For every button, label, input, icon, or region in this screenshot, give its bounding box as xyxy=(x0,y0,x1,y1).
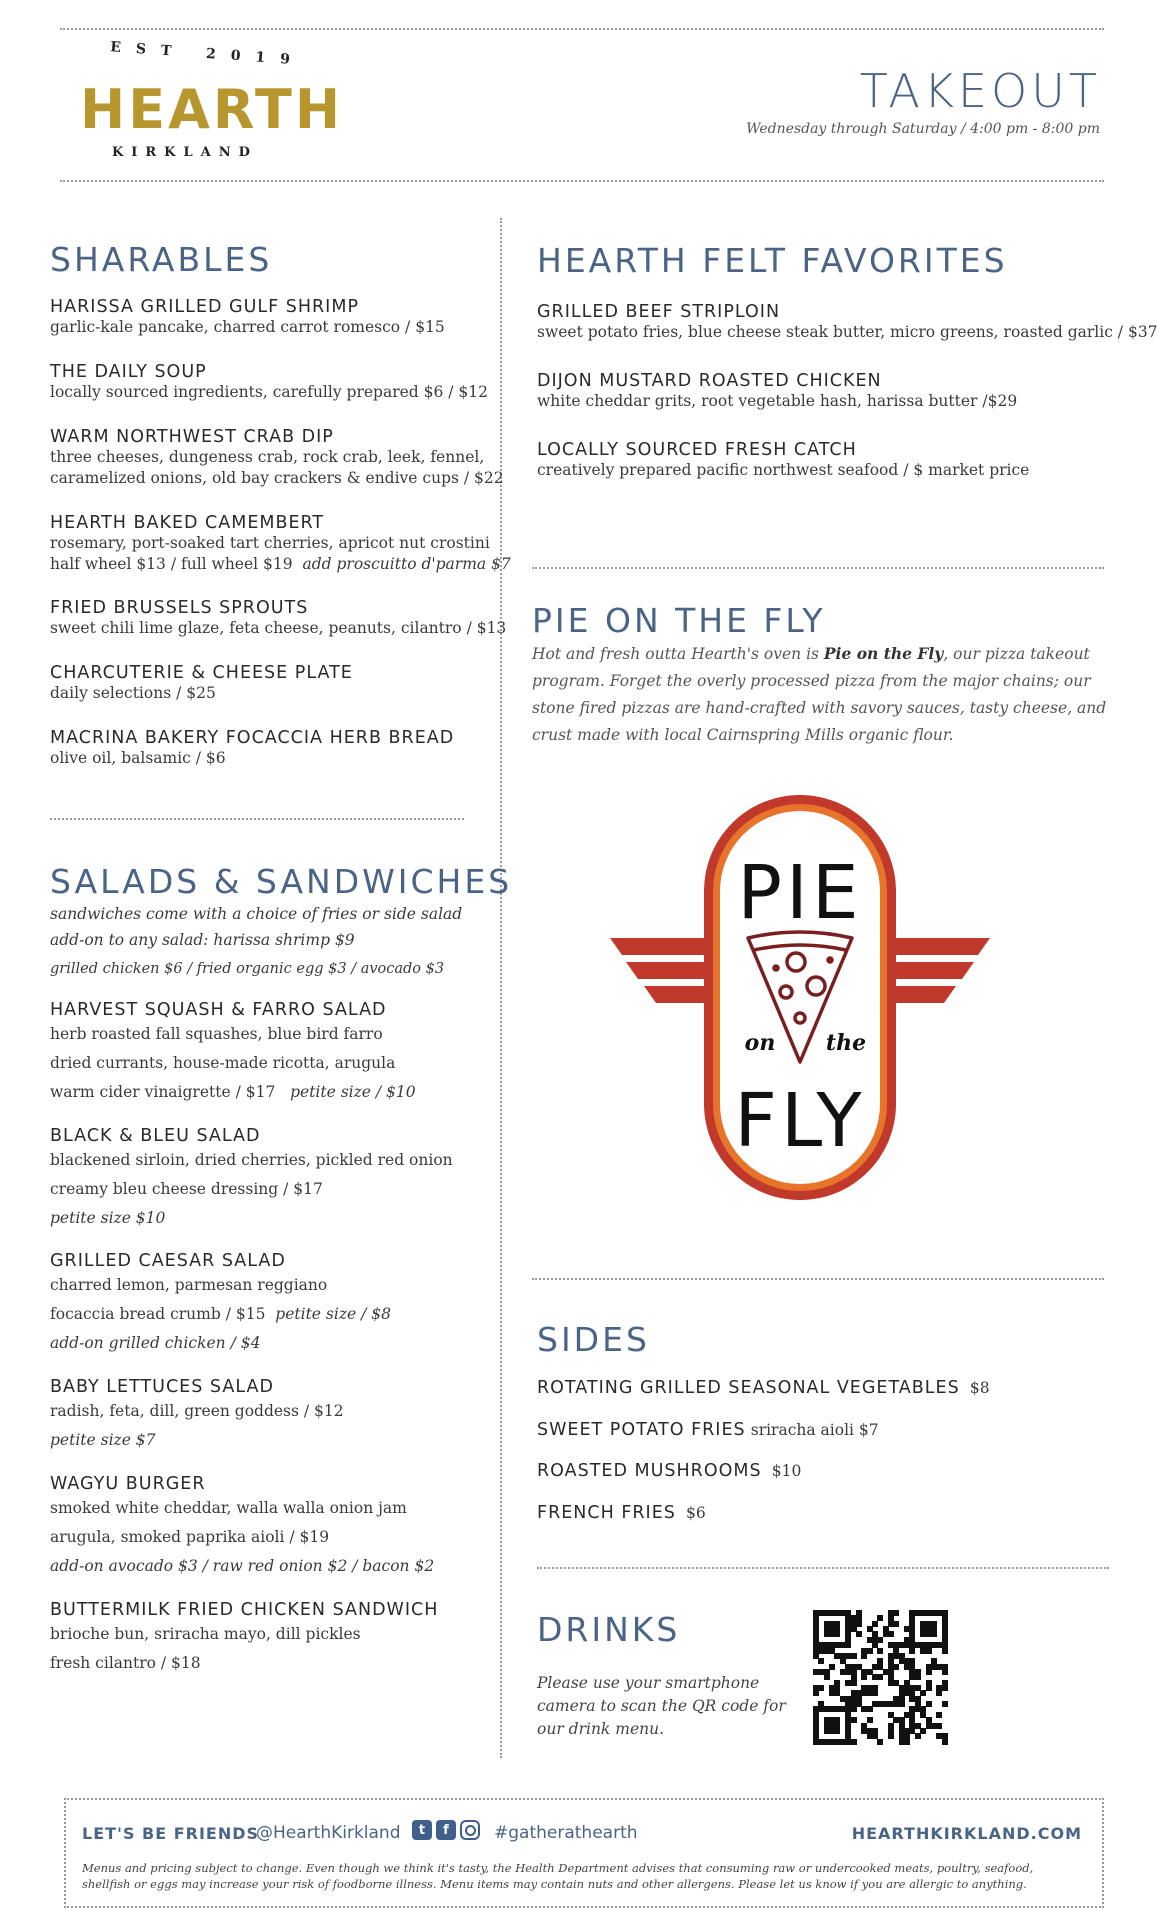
qr-module xyxy=(834,1728,840,1734)
qr-module xyxy=(942,1648,948,1654)
menu-item xyxy=(50,663,520,704)
pie-on-the-fly-logo xyxy=(600,790,1000,1205)
side-name: SWEET POTATO FRIES xyxy=(537,1420,746,1440)
menu-item xyxy=(537,371,1137,412)
menu-item xyxy=(50,1474,520,1581)
qr-module xyxy=(893,1610,899,1616)
qr-module xyxy=(834,1631,840,1637)
qr-module xyxy=(877,1637,883,1643)
menu-item xyxy=(537,302,1158,343)
qr-module xyxy=(845,1642,851,1648)
item-desc: white cheddar grits, root vegetable hash, harissa butter /$29 xyxy=(537,392,1018,410)
menu-item xyxy=(50,1000,520,1107)
twitter-icon[interactable]: t xyxy=(412,1820,432,1840)
qr-module xyxy=(920,1728,926,1734)
logo-the-word: the xyxy=(825,1030,867,1056)
item-name: BLACK & BLEU SALAD xyxy=(50,1126,261,1146)
qr-module xyxy=(851,1680,857,1686)
item-name: BABY LETTUCES SALAD xyxy=(50,1377,274,1397)
menu-item xyxy=(50,1251,520,1358)
item-name: DIJON MUSTARD ROASTED CHICKEN xyxy=(537,371,882,391)
item-desc: sweet chili lime glaze, feta cheese, peanuts, cilantro / $13 xyxy=(50,619,507,637)
menu-item xyxy=(50,513,520,575)
qr-module xyxy=(867,1706,873,1712)
menu-item xyxy=(537,440,1137,481)
menu-item xyxy=(50,1377,520,1455)
qr-module xyxy=(861,1674,867,1680)
qr-module xyxy=(909,1648,915,1654)
side-item xyxy=(537,1420,879,1440)
qr-module xyxy=(926,1701,932,1707)
qr-module xyxy=(861,1653,867,1659)
item-petite: petite size $10 xyxy=(50,1209,166,1227)
logo-est: EST 2019 xyxy=(109,39,306,69)
qr-module xyxy=(818,1658,824,1664)
qr-module xyxy=(851,1706,857,1712)
hashtag[interactable]: #gatherathearth xyxy=(494,1823,638,1843)
item-desc: rosemary, port-soaked tart cherries, apricot nut crostini xyxy=(50,534,490,552)
item-desc: dried currants, house-made ricotta, arugula xyxy=(50,1054,396,1072)
qr-module xyxy=(851,1653,857,1659)
salads-note: grilled chicken $6 / fried organic egg $3 / avocado $3 xyxy=(50,961,445,977)
menu-item xyxy=(50,297,520,338)
qr-module xyxy=(867,1717,873,1723)
qr-module xyxy=(915,1674,921,1680)
item-name: HARISSA GRILLED GULF SHRIMP xyxy=(50,297,359,317)
item-petite: petite size / $8 xyxy=(275,1305,391,1323)
qr-module xyxy=(824,1674,830,1680)
qr-module xyxy=(877,1615,883,1621)
menu-item xyxy=(50,1600,520,1678)
salads-note: sandwiches come with a choice of fries or side salad xyxy=(50,905,463,923)
side-item xyxy=(537,1503,706,1523)
qr-module xyxy=(915,1733,921,1739)
qr-module xyxy=(872,1690,878,1696)
left-wing-icon xyxy=(610,938,708,1003)
side-item xyxy=(537,1378,990,1398)
footer-friends: LET'S BE FRIENDS xyxy=(82,1824,260,1843)
qr-module xyxy=(926,1685,932,1691)
item-name: BUTTERMILK FRIED CHICKEN SANDWICH xyxy=(50,1600,439,1620)
qr-module xyxy=(872,1621,878,1627)
qr-module xyxy=(936,1690,942,1696)
header-bottom-divider xyxy=(60,180,1104,182)
menu-item xyxy=(50,362,520,403)
item-name: LOCALLY SOURCED FRESH CATCH xyxy=(537,440,857,460)
hours-text: Wednesday through Saturday / 4:00 pm - 8:00 pm xyxy=(746,121,1100,137)
logo-fly-word: FLY xyxy=(734,1078,866,1164)
menu-item xyxy=(50,728,520,769)
item-desc: creatively prepared pacific northwest seafood / $ market price xyxy=(537,461,1030,479)
item-desc: arugula, smoked paprika aioli / $19 xyxy=(50,1528,330,1546)
item-desc: herb roasted fall squashes, blue bird farro xyxy=(50,1025,383,1043)
instagram-icon[interactable] xyxy=(460,1820,480,1840)
logo-on-word: on xyxy=(744,1030,776,1056)
side-name: ROTATING GRILLED SEASONAL VEGETABLES xyxy=(537,1378,960,1398)
menu-item xyxy=(50,427,520,489)
qr-module xyxy=(877,1674,883,1680)
qr-module xyxy=(926,1648,932,1654)
logo-name: HEARTH xyxy=(80,78,344,141)
qr-code-icon[interactable] xyxy=(813,1610,947,1744)
qr-module xyxy=(851,1739,857,1745)
item-name: FRIED BRUSSELS SPROUTS xyxy=(50,598,309,618)
item-name: GRILLED CAESAR SALAD xyxy=(50,1251,286,1271)
sides-title: SIDES xyxy=(537,1320,650,1359)
item-desc: daily selections / $25 xyxy=(50,684,216,702)
qr-module xyxy=(893,1621,899,1627)
item-desc: caramelized onions, old bay crackers & endive cups / $22 xyxy=(50,469,504,487)
page-title: TAKEOUT xyxy=(859,64,1101,118)
qr-module xyxy=(893,1664,899,1670)
item-desc: locally sourced ingredients, carefully prepared $6 / $12 xyxy=(50,383,489,401)
qr-module xyxy=(942,1739,948,1745)
favorites-title: HEARTH FELT FAVORITES xyxy=(537,241,1008,280)
item-desc: creamy bleu cheese dressing / $17 xyxy=(50,1180,323,1198)
pie-title: PIE ON THE FLY xyxy=(532,601,826,640)
item-name: WARM NORTHWEST CRAB DIP xyxy=(50,427,334,447)
menu-item xyxy=(50,598,520,639)
qr-module xyxy=(856,1631,862,1637)
drinks-instructions: Please use your smartphone camera to scan the QR code for our drink menu. xyxy=(537,1674,786,1738)
item-name: WAGYU BURGER xyxy=(50,1474,206,1494)
item-name: CHARCUTERIE & CHEESE PLATE xyxy=(50,663,353,683)
item-desc: brioche bun, sriracha mayo, dill pickles xyxy=(50,1625,361,1643)
header-top-divider xyxy=(60,28,1104,30)
social-handle[interactable]: @HearthKirkland xyxy=(256,1823,401,1843)
item-addon: add-on grilled chicken / $4 xyxy=(50,1334,261,1352)
pie-description: Hot and fresh outta Hearth's oven is Pie on the Fly, our pizza takeout program. Forget the overly processed pizza from the major chains; our stone fired pizzas are hand-crafted with savory sauces, tasty cheese, and crust made with local Cairnspring Mills organic flour. xyxy=(532,644,1107,744)
section-divider xyxy=(537,1567,1109,1569)
item-desc: focaccia bread crumb / $15 xyxy=(50,1305,266,1323)
social-icons xyxy=(412,1820,480,1840)
item-name: MACRINA BAKERY FOCACCIA HERB BREAD xyxy=(50,728,455,748)
item-desc: charred lemon, parmesan reggiano xyxy=(50,1276,328,1294)
section-divider xyxy=(532,1278,1104,1280)
qr-module xyxy=(888,1631,894,1637)
side-price: sriracha aioli $7 xyxy=(750,1421,879,1439)
qr-module xyxy=(877,1648,883,1654)
qr-module xyxy=(904,1739,910,1745)
item-desc: three cheeses, dungeness crab, rock crab, leek, fennel, xyxy=(50,448,485,466)
qr-module xyxy=(867,1648,873,1654)
salads-title: SALADS & SANDWICHES xyxy=(50,862,513,901)
item-desc: smoked white cheddar, walla walla onion jam xyxy=(50,1499,407,1517)
pie-brand-name: Pie on the Fly xyxy=(823,644,944,663)
qr-module xyxy=(818,1685,824,1691)
disclaimer: Menus and pricing subject to change. Even though we think it's tasty, the Health Department advises that consuming raw or undercooked meats, poultry, seafood, shellfish or eggs may increase your risk of foodborne illness. Menu items may contain nuts and other allergens. Please let us know if you are allergic to anything. xyxy=(82,1861,1034,1891)
qr-module xyxy=(877,1739,883,1745)
side-price: $6 xyxy=(686,1504,706,1522)
item-name: HARVEST SQUASH & FARRO SALAD xyxy=(50,1000,387,1020)
section-divider xyxy=(532,567,1104,569)
item-petite: petite size / $10 xyxy=(290,1083,416,1101)
item-desc: sweet potato fries, blue cheese steak butter, micro greens, roasted garlic / $37 xyxy=(537,323,1158,341)
qr-module xyxy=(813,1690,819,1696)
side-price: $8 xyxy=(969,1379,990,1397)
facebook-icon[interactable]: f xyxy=(436,1820,456,1840)
qr-module xyxy=(942,1701,948,1707)
side-price: $10 xyxy=(771,1462,802,1480)
salads-note: add-on to any salad: harissa shrimp $9 xyxy=(50,931,355,949)
qr-module xyxy=(931,1631,937,1637)
sharables-title: SHARABLES xyxy=(50,240,273,279)
qr-module xyxy=(936,1712,942,1718)
item-desc: olive oil, balsamic / $6 xyxy=(50,749,226,767)
qr-module xyxy=(942,1669,948,1675)
qr-module xyxy=(851,1717,857,1723)
item-desc: blackened sirloin, dried cherries, pickled red onion xyxy=(50,1151,453,1169)
item-desc: half wheel $13 / full wheel $19 xyxy=(50,555,293,573)
qr-module xyxy=(936,1723,942,1729)
qr-module xyxy=(942,1685,948,1691)
qr-module xyxy=(926,1669,932,1675)
item-desc: garlic-kale pancake, charred carrot romesco / $15 xyxy=(50,318,445,336)
footer xyxy=(64,1798,1104,1908)
menu-item xyxy=(50,1126,520,1233)
website-link[interactable]: HEARTHKIRKLAND.COM xyxy=(851,1824,1082,1843)
item-desc: radish, feta, dill, green goddess / $12 xyxy=(50,1402,344,1420)
qr-module xyxy=(829,1664,835,1670)
qr-module xyxy=(920,1690,926,1696)
qr-module xyxy=(899,1701,905,1707)
logo-pie-word: PIE xyxy=(737,850,863,936)
side-name: ROASTED MUSHROOMS xyxy=(537,1461,762,1481)
item-desc: warm cider vinaigrette / $17 xyxy=(50,1083,276,1101)
logo-location: KIRKLAND xyxy=(112,145,258,160)
item-name: GRILLED BEEF STRIPLOIN xyxy=(537,302,781,322)
item-desc: fresh cilantro / $18 xyxy=(50,1654,201,1672)
side-name: FRENCH FRIES xyxy=(537,1503,676,1523)
item-addon: add-on avocado $3 / raw red onion $2 / bacon $2 xyxy=(50,1557,435,1575)
qr-module xyxy=(856,1621,862,1627)
hearth-logo xyxy=(70,38,344,168)
item-name: HEARTH BAKED CAMEMBERT xyxy=(50,513,325,533)
qr-module xyxy=(888,1733,894,1739)
item-name: THE DAILY SOUP xyxy=(50,362,207,382)
item-petite: petite size $7 xyxy=(50,1431,156,1449)
side-item xyxy=(537,1461,801,1481)
section-divider xyxy=(50,818,464,820)
item-addon: add proscuitto d'parma $7 xyxy=(302,555,511,573)
right-wing-icon xyxy=(892,938,990,1003)
drinks-title: DRINKS xyxy=(537,1610,681,1649)
